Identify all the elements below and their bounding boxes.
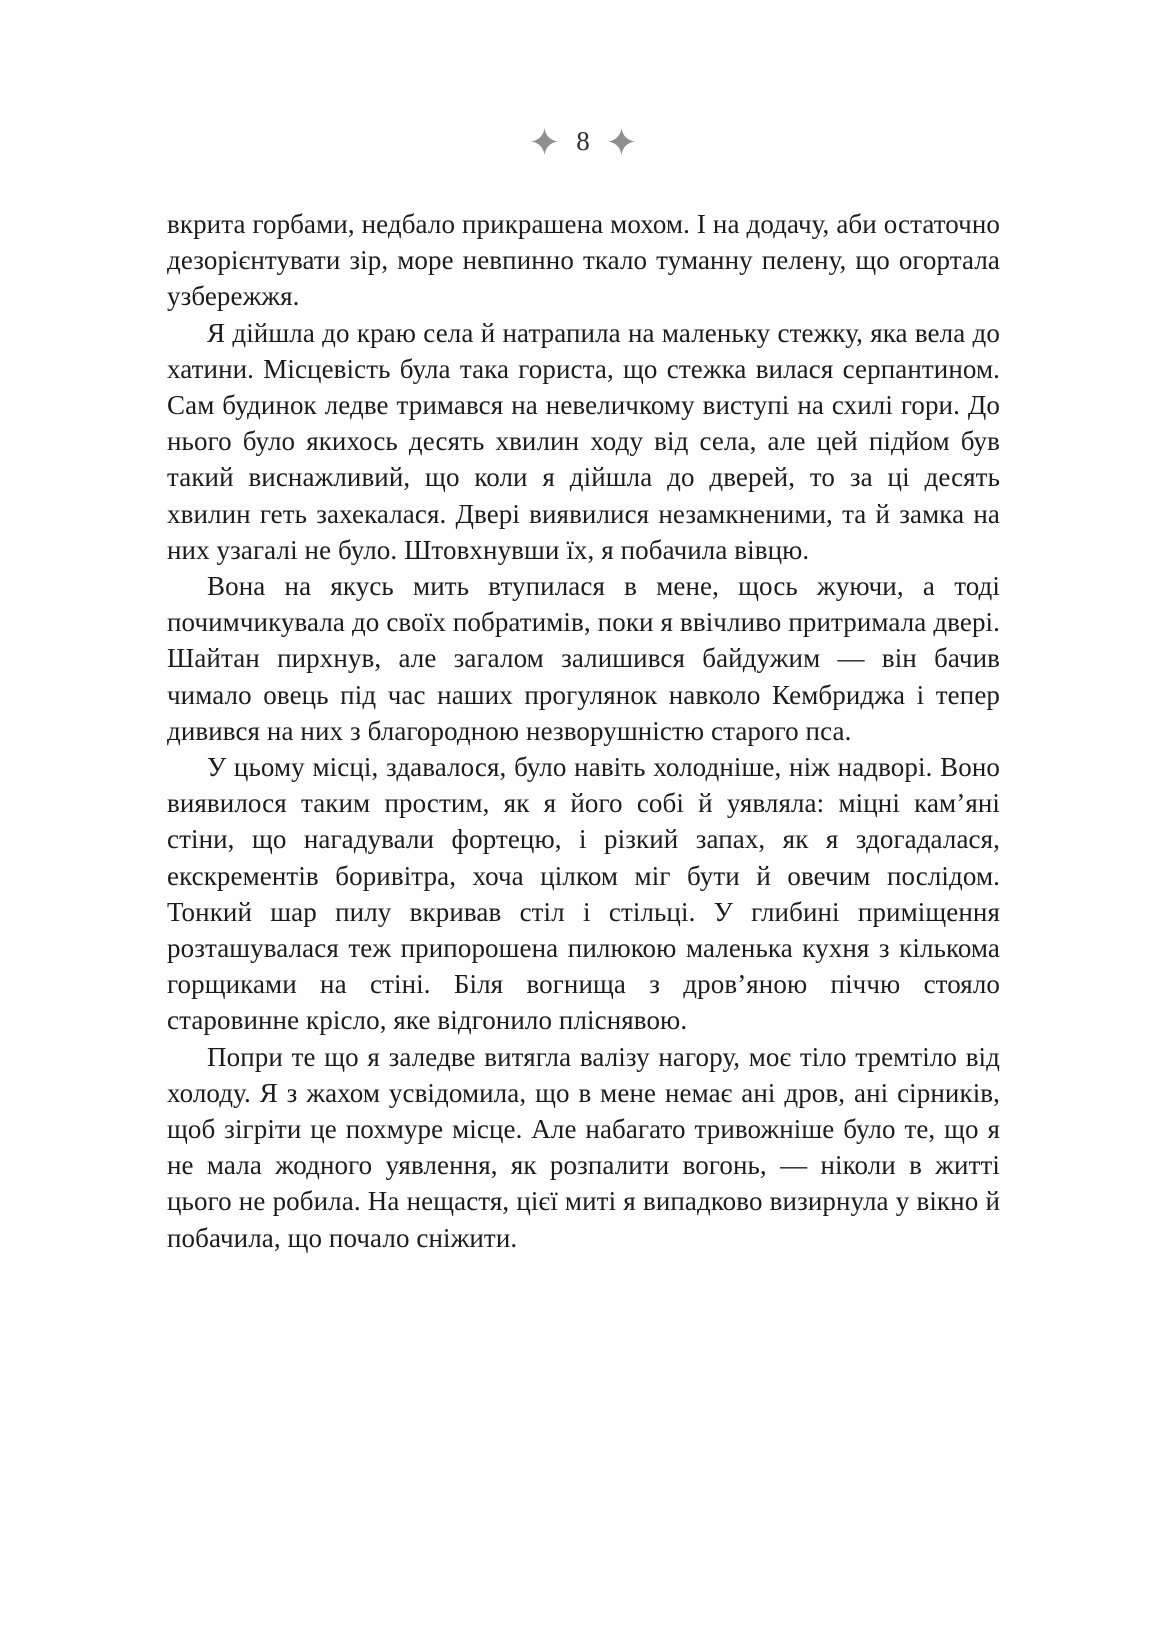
paragraph: вкрита горбами, недбало прикрашена мохом. І на додачу, аби остаточно дезорієнтувати зір, море невпинно ткало туманну пелену, що огортала узбережжя. [167,209,1000,312]
sparkle-icon [531,128,558,155]
paragraph: Вона на якусь мить втупилася в мене, щось жуючи, а тоді почимчикувала до своїх побратимів, поки я ввічливо притримала двері. Шайтан пирхнув, але загалом залишився байдужим — він бачив чимало овець під час наших прогулянок навколо Кембриджа і тепер дивився на них з благородною незворушністю старого пса. [167,571,1000,746]
paragraph: Я дійшла до краю села й натрапила на маленьку стежку, яка вела до хатини. Місцевість була така гориста, що стежка вилася серпантином. Сам будинок ледве тримався на невеличкому виступі на схилі гори. До нього було якихось десять хвилин ходу від села, але цей підйом був такий виснажливий, що коли я дійшла до дверей, то за ці десять хвилин геть захекалася. Двері виявилися незамкненими, та й замка на них узагалі не було. Штовхнувши їх, я побачила вівцю. [167,317,1000,565]
sparkle-icon [608,128,635,155]
paragraph: У цьому місці, здавалося, було навіть холодніше, ніж надворі. Воно виявилося таким простим, як я його собі й уявляла: міцні кам’яні стіни, що нагадували фортецю, і різкий запах, як я здогадалася, екскрементів боривітра, хоча цілком міг бути й овечим послідом. Тонкий шар пилу вкривав стіл і стільці. У глибині приміщення розташувалася теж припорошена пилюкою маленька кухня з кількома горщиками на стіні. Біля вогнища з дров’яною піччю стояло старовинне крісло, яке відгонило пліснявою. [167,752,1000,1036]
page-header [0,124,1166,158]
body-text [167,206,1000,1256]
paragraph: Попри те що я заледве витягла валізу нагору, моє тіло тремтіло від холоду. Я з жахом усвідомила, що в мене немає ані дров, ані сірників, щоб зігріти це похмуре місце. Але набагато тривожніше було те, що я не мала жодного уявлення, як розпалити вогонь, — ніколи в житті цього не робила. На нещастя, цієї миті я випадково визирнула у вікно й побачила, що почало сніжити. [167,1041,1000,1253]
page-number: 8 [576,126,590,156]
